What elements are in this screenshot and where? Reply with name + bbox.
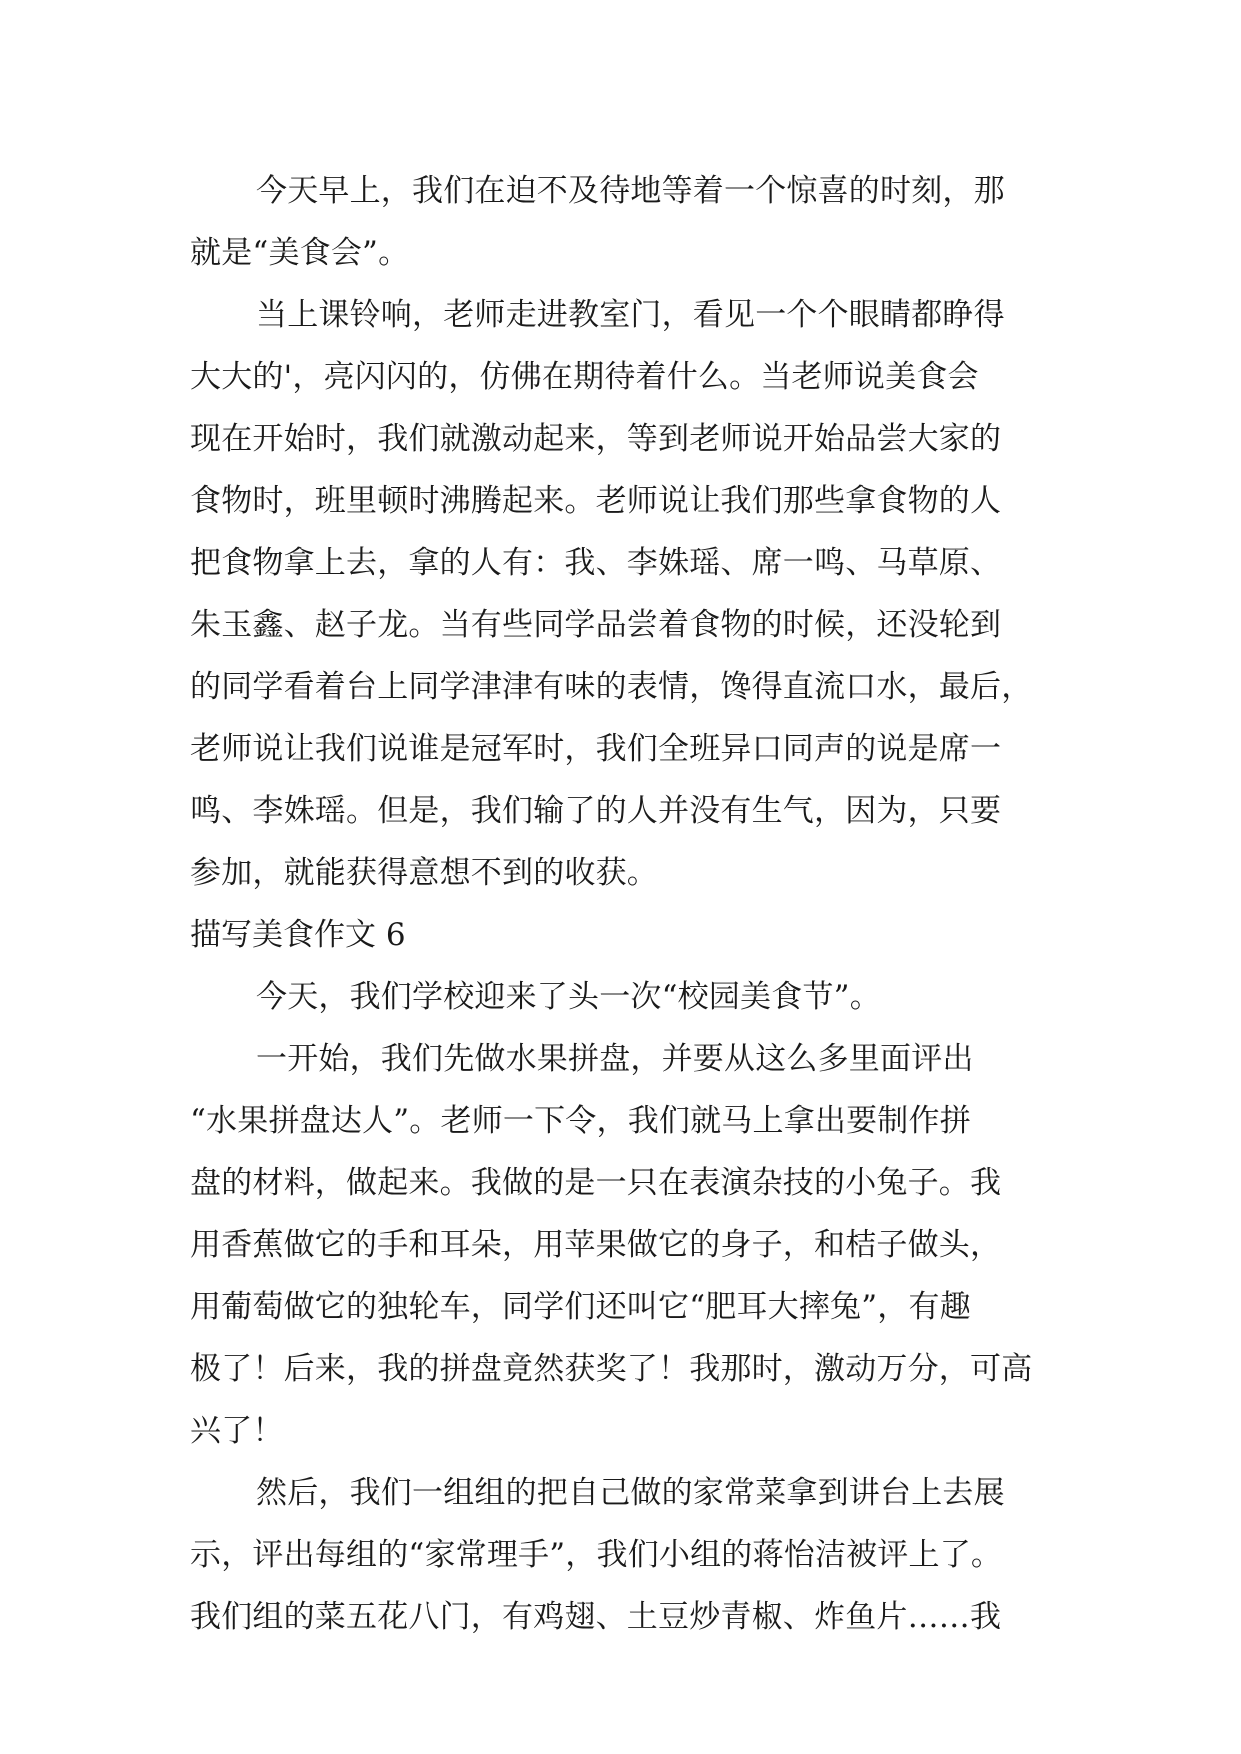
text-line: 鸣、李姝瑶。但是，我们输了的人并没有生气，因为，只要 — [190, 793, 1002, 829]
text-line: 用葡萄做它的独轮车，同学们还叫它“肥耳大摔兔”，有趣 — [190, 1289, 971, 1325]
text-line: 现在开始时，我们就激动起来，等到老师说开始品尝大家的 — [190, 421, 1002, 457]
paragraph — [190, 1028, 1060, 1462]
paragraph — [190, 284, 1060, 904]
text-line: 参加，就能获得意想不到的收获。 — [190, 855, 658, 891]
text-line: 兴了！ — [190, 1413, 284, 1449]
text-line: 一开始，我们先做水果拼盘，并要从这么多里面评出 — [256, 1041, 974, 1077]
text-line: 今天早上，我们在迫不及待地等着一个惊喜的时刻，那 — [256, 173, 1005, 209]
paragraph — [190, 1462, 1060, 1648]
text-line: 朱玉鑫、赵子龙。当有些同学品尝着食物的时候，还没轮到 — [190, 607, 1002, 643]
text-line: 示，评出每组的“家常理手”，我们小组的蒋怡洁被评上了。 — [190, 1537, 1003, 1573]
text-line: 食物时，班里顿时沸腾起来。老师说让我们那些拿食物的人 — [190, 483, 1002, 519]
text-line: 当上课铃响，老师走进教室门，看见一个个眼睛都睁得 — [256, 297, 1005, 333]
text-line: 极了！后来，我的拼盘竟然获奖了！我那时，激动万分，可高 — [190, 1351, 1033, 1387]
text-line: 老师说让我们说谁是冠军时，我们全班异口同声的说是席一 — [190, 731, 1002, 767]
text-line: 的同学看着台上同学津津有味的表情，馋得直流口水，最后， — [190, 669, 1033, 705]
section-title: 描写美食作文 6 — [190, 917, 406, 953]
text-line: 大大的'，亮闪闪的，仿佛在期待着什么。当老师说美食会 — [190, 359, 979, 395]
text-line: 然后，我们一组组的把自己做的家常菜拿到讲台上去展 — [256, 1475, 1005, 1511]
document-body — [190, 160, 1060, 1648]
text-line: 就是“美食会”。 — [190, 235, 410, 271]
paragraph — [190, 966, 1060, 1028]
text-line: 把食物拿上去，拿的人有：我、李姝瑶、席一鸣、马草原、 — [190, 545, 1002, 581]
text-line: 今天，我们学校迎来了头一次“校园美食节”。 — [256, 979, 881, 1015]
text-line: “水果拼盘达人”。老师一下令，我们就马上拿出要制作拼 — [190, 1103, 971, 1139]
text-line: 用香蕉做它的手和耳朵，用苹果做它的身子，和桔子做头， — [190, 1227, 1002, 1263]
paragraph — [190, 160, 1060, 284]
text-line: 我们组的菜五花八门，有鸡翅、土豆炒青椒、炸鱼片……我 — [190, 1599, 1002, 1635]
text-line: 盘的材料，做起来。我做的是一只在表演杂技的小兔子。我 — [190, 1165, 1002, 1201]
